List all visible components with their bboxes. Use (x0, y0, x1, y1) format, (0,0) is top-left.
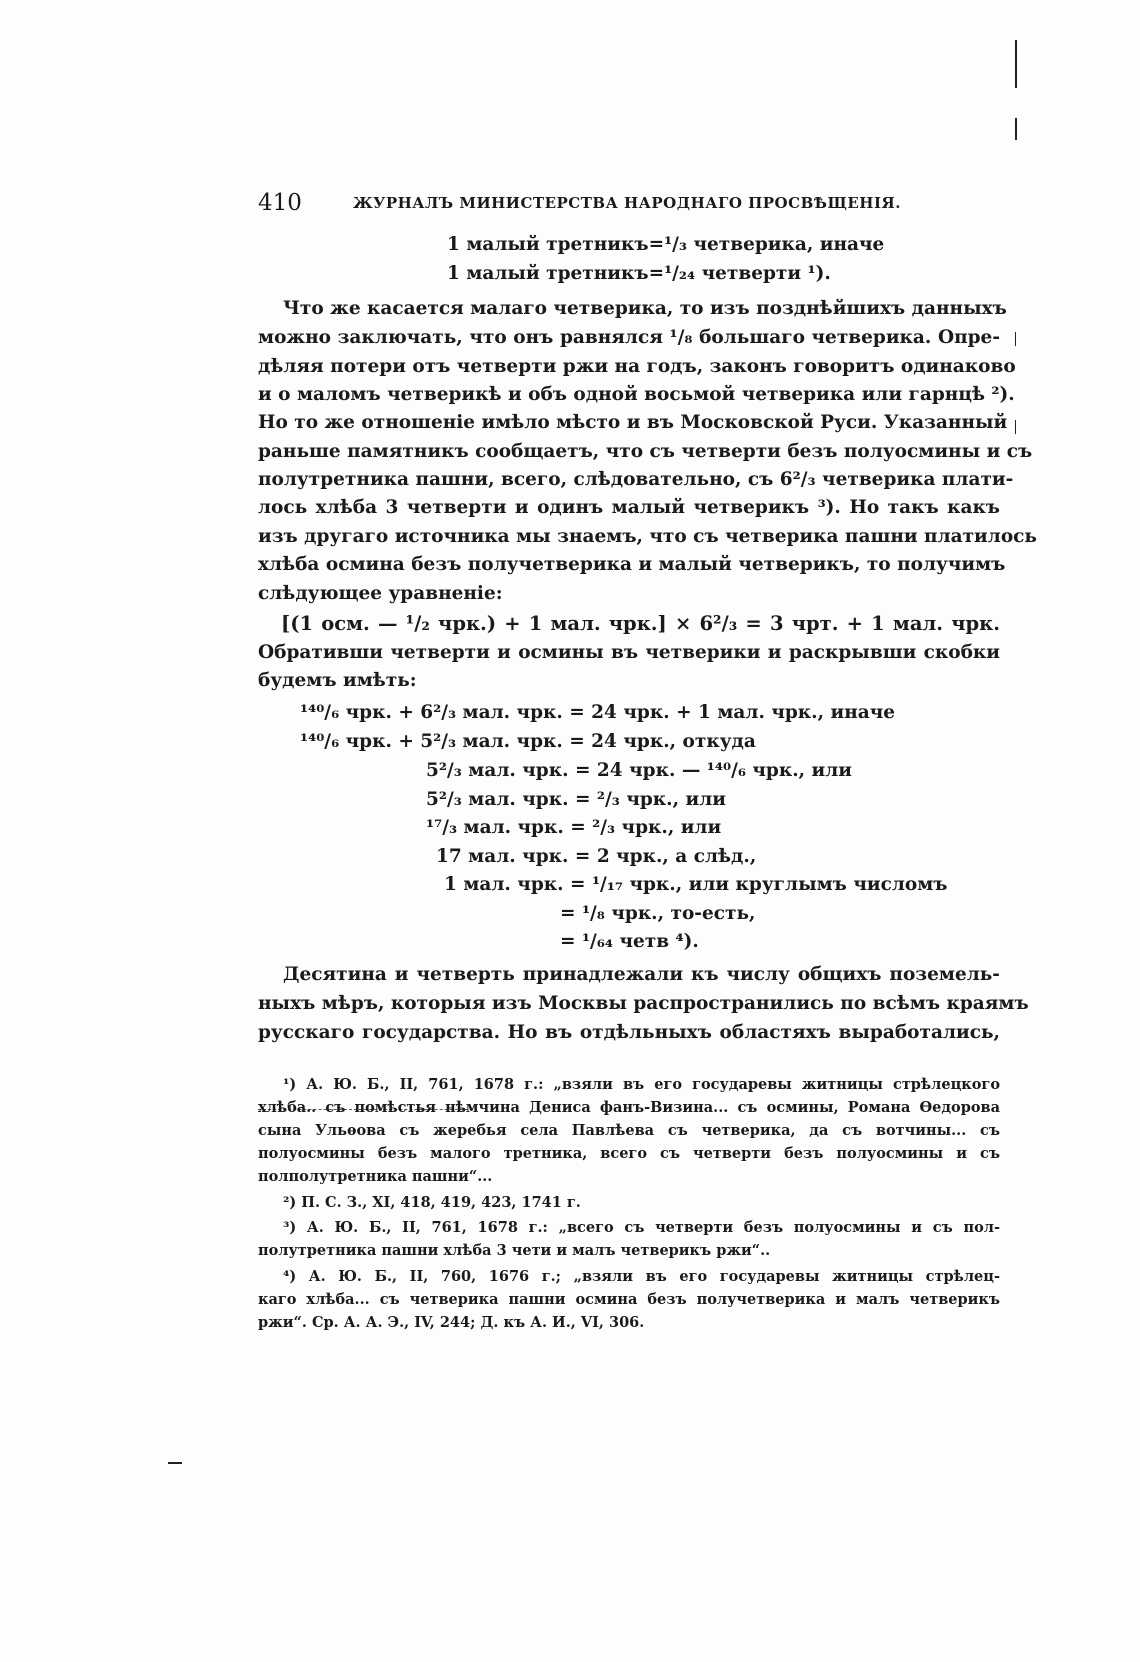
paragraph-line: Обративши четверти и осмины въ четверики и раскрывши скобки (258, 642, 1000, 663)
paragraph-line: полутретника пашни, всего, слѣдовательно, съ 6²/₃ четверика плати- (258, 469, 1014, 490)
paragraph-line: Но то же отношеніе имѣло мѣсто и въ Московской Руси. Указанный (258, 412, 1008, 433)
paragraph-line: и о маломъ четверикѣ и объ одной восьмой четверика или гарнцѣ ²). (258, 384, 1015, 405)
page-header (258, 190, 908, 222)
equation-line: [(1 осм. — ¹/₂ чрк.) + 1 мал. чрк.] × 6²/₃ = 3 чрт. + 1 мал. чрк. (281, 612, 1000, 635)
footnote-line: хлѣба.. съ помѣстья нѣмчина Дениса фанъ-Визина... съ осмины, Романа Ѳедорова (258, 1099, 1000, 1116)
paragraph-line: хлѣба осмина безъ получетверика и малый четверикъ, то получимъ (258, 554, 1006, 575)
running-title: ЖУРНАЛЪ МИНИСТЕРСТВА НАРОДНАГО ПРОСВѢЩЕНІЯ. (353, 194, 901, 212)
scan-margin-mark (1015, 420, 1016, 434)
paragraph-line: Что же касается малаго четверика, то изъ позднѣйшихъ данныхъ (283, 298, 1007, 319)
footnote-line: сына Ульѳова съ жеребья села Павлѣева съ четверика, да съ вотчины... съ (258, 1122, 1000, 1139)
paragraph-line: Десятина и четверть принадлежали къ числу общихъ поземель- (283, 964, 1000, 985)
footnote-line: ³) А. Ю. Б., II, 761, 1678 г.: „всего съ четверти безъ полуосмины и съ пол- (283, 1219, 1000, 1236)
scan-margin-mark (1015, 332, 1016, 346)
derivation-line: 17 мал. чрк. = 2 чрк., а слѣд., (436, 846, 757, 867)
derivation-line: ¹⁴⁰/₆ чрк. + 6²/₃ мал. чрк. = 24 чрк. + 1 мал. чрк., иначе (300, 702, 896, 723)
footnote-line: каго хлѣба... съ четверика пашни осмина безъ получетверика и малъ четверикъ (258, 1291, 1000, 1308)
footnote-line: полуосмины безъ малого третника, всего съ четверти безъ полуосмины и съ (258, 1145, 1000, 1162)
derivation-line: = ¹/₆₄ четв ⁴). (560, 931, 699, 952)
paragraph-line: будемъ имѣть: (258, 670, 417, 691)
footnote-line: ⁴) А. Ю. Б., II, 760, 1676 г.; „взяли въ его государевы житницы стрѣлец- (283, 1268, 1000, 1285)
formula-line: 1 малый третникъ=¹/₂₄ четверти ¹). (447, 263, 831, 284)
scan-margin-mark (1015, 118, 1017, 140)
footnote-line: ржи“. Ср. А. А. Э., IV, 244; Д. къ А. И., VI, 306. (258, 1314, 645, 1331)
derivation-line: 5²/₃ мал. чрк. = ²/₃ чрк., или (426, 789, 726, 810)
derivation-line: = ¹/₈ чрк., то-есть, (560, 903, 756, 924)
footnote-line: полполутретника пашни“... (258, 1168, 493, 1185)
derivation-line: 1 мал. чрк. = ¹/₁₇ чрк., или круглымъ числомъ (444, 874, 948, 895)
paragraph-line: изъ другаго источника мы знаемъ, что съ четверика пашни платилось (258, 526, 1037, 547)
paragraph-line: лось хлѣба 3 четверти и одинъ малый четверикъ ³). Но такъ какъ (258, 497, 1000, 518)
derivation-line: ¹⁷/₃ мал. чрк. = ²/₃ чрк., или (426, 817, 722, 838)
formula-line: 1 малый третникъ=¹/₃ четверика, иначе (447, 234, 885, 255)
paragraph-line: слѣдующее уравненіе: (258, 583, 503, 604)
paragraph-line: раньше памятникъ сообщаетъ, что съ четверти безъ полуосмины и съ (258, 441, 1033, 462)
derivation-line: ¹⁴⁰/₆ чрк. + 5²/₃ мал. чрк. = 24 чрк., откуда (300, 731, 756, 752)
derivation-line: 5²/₃ мал. чрк. = 24 чрк. — ¹⁴⁰/₆ чрк., или (426, 760, 853, 781)
page-number: 410 (258, 190, 302, 216)
footnote-line: ¹) А. Ю. Б., II, 761, 1678 г.: „взяли въ его государевы житницы стрѣлецкого (283, 1076, 1000, 1093)
paragraph-line: русскаго государства. Но въ отдѣльныхъ областяхъ выработались, (258, 1022, 1000, 1043)
paragraph-line: дѣляя потери отъ четверти ржи на годъ, законъ говоритъ одинаково (258, 356, 1016, 377)
paragraph-line: ныхъ мѣръ, которыя изъ Москвы распространились по всѣмъ краямъ (258, 993, 1029, 1014)
paragraph-line: можно заключать, что онъ равнялся ¹/₈ большаго четверика. Опре- (258, 327, 1000, 348)
footnote-line: ²) П. С. З., XI, 418, 419, 423, 1741 г. (283, 1194, 581, 1211)
scan-margin-mark (168, 1462, 182, 1464)
scan-margin-mark (1015, 40, 1017, 88)
footnote-line: полутретника пашни хлѣба 3 чети и малъ четверикъ ржи“.. (258, 1242, 771, 1259)
